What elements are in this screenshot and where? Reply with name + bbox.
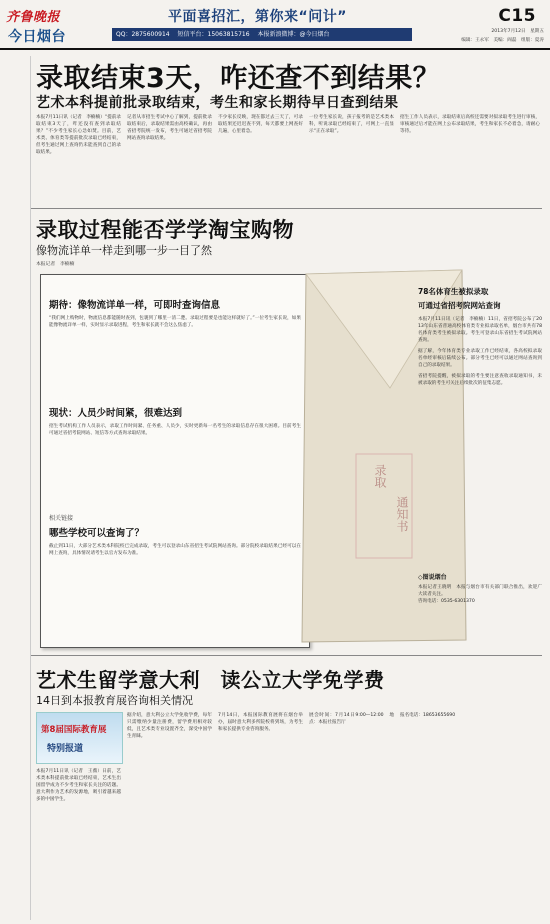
editor-credits: 编辑：王永军 美编：阎磊 组版：夏涛 xyxy=(461,38,544,43)
article1-para: 本报7月11日讯（记者 李楠楠）“提前录取结束3天了，咋还没有查到录取结果？”不少考生家长心急如焚。目前，艺术类、体育类等提前批次录取已经结束，但考生通过网上查询仍未能查到自己的录取结果。 xyxy=(36,115,121,155)
qq-number: QQ：2875600914 xyxy=(116,31,170,38)
weibo-handle: 本报新浪微博：@今日烟台 xyxy=(257,31,330,38)
sms-number: 短信平台：15063815716 xyxy=(177,31,250,38)
section-divider xyxy=(30,208,542,209)
article1-para: 一位考生家长说，孩子报考的是艺术类本科，听说录取已经结束了，可网上一直显示“正在录取”。 xyxy=(309,115,394,134)
left-margin-rule xyxy=(30,56,31,920)
article3-col1 xyxy=(36,768,121,803)
article3-para: 本报7月11日讯（记者 王薇）日前，艺术类本科提前批录取已经结束，艺术生出国留学成为不少考生和家长关注的话题。意大利作为艺术的发源地，吸引着越来越多的中国学生。 xyxy=(36,769,121,802)
envelope-text-1: 录取 xyxy=(373,464,387,488)
article1-para: 记者从市招生考试中心了解到，提前批录取结束后，录取结果需由高校确认，再由省招考院统一发布，考生可通过省招考院网站查询录取结果。 xyxy=(127,115,212,141)
article1-col5 xyxy=(400,114,540,135)
ad-para: 本报记者王晓明 本报与烟台市有关部门联合推出，欢迎广大读者关注。 xyxy=(418,585,542,597)
envelope-text-2: 通知书 xyxy=(395,496,409,532)
article2-headline: 录取过程能否学学淘宝购物 xyxy=(36,218,294,242)
article3-para: 据介绍，意大利公立大学免收学费，每年只需缴纳少量注册费，留学费用相对较低，且艺术类专业设置齐全，深受中国学生青睐。 xyxy=(127,713,212,739)
sidebar-body xyxy=(418,316,542,387)
sub2-para: 招生考试机构工作人员表示，录取工作时间紧、任务重、人员少，实时更新每一名考生的录取信息存在很大困难。目前考生可通过省招考院网站、短信等方式查询录取结果。 xyxy=(49,424,301,436)
sub3-para: 截止到11日，大部分艺术类本科院校已完成录取，考生可以登录山东省招生考试院网站查询。部分院校录取结果已经可以在网上查询，具体情况请考生以官方发布为准。 xyxy=(49,544,301,556)
edu-fair-promo xyxy=(36,712,123,764)
article3-headline: 艺术生留学意大利 读公立大学免学费 xyxy=(36,668,385,692)
banner-slogan: 平面喜招汇，第你来“问计” xyxy=(168,9,347,25)
article1-para: 不少家长反映，现在都过去三天了，可录取结果还迟迟查不到，每天都要上网查好几遍，心里着急。 xyxy=(218,115,303,134)
sub1-para: “我们网上购物时，物流信息都能随时查到，包裹到了哪里一清二楚。录取过程要是也能这样就好了。”一位考生家长说，如果能像物流详单一样，实时显示录取进程，考生和家长就不会这么焦虑了。 xyxy=(49,316,301,328)
article1-col4 xyxy=(309,114,394,135)
article1-col3 xyxy=(218,114,303,135)
sub2-heading: 现状：人员少时间紧，很难达到 xyxy=(49,408,183,419)
article3-col3 xyxy=(218,712,303,733)
masthead-rule xyxy=(0,48,550,50)
paper-name: 齐鲁晚报 xyxy=(6,10,61,25)
sub3-body xyxy=(49,543,301,557)
related-link-label: 相关链接 xyxy=(49,515,74,522)
article1-subheadline: 艺术本科提前批录取结束，考生和家长期待早日查到结果 xyxy=(36,95,399,111)
masthead xyxy=(0,0,550,50)
article3-subheadline: 14日到本报教育展咨询相关情况 xyxy=(36,694,193,707)
sidebar-para: 据了解，今年体育类专业录取工作已经结束，各高校拟录取名单经审核后陆续公布。部分考生已经可以通过网站查询到自己的录取结果。 xyxy=(418,349,542,368)
article3-col5 xyxy=(400,712,540,719)
sidebar-subtitle: 可通过省招考院网站查询 xyxy=(418,301,501,310)
article1-para: 招生工作人员表示，录取结束后高校还需要对拟录取考生进行审核，审核通过后才能在网上公布录取结果，考生和家长不必着急，请耐心等待。 xyxy=(400,115,540,134)
issue-date: 2013年7月12日 星期五 xyxy=(491,29,544,34)
article3-col4 xyxy=(309,712,394,726)
article1-col2 xyxy=(127,114,212,142)
sub1-body xyxy=(49,315,301,329)
article2-subheadline: 像物流详单一样走到哪一步一目了然 xyxy=(36,244,212,257)
article1-col1 xyxy=(36,114,121,156)
sidebar-para: 本报7月11日讯（记者 李楠楠）11日，省招考院公布了2013年山东省普通高校体育类专业拟录取名单，烟台市共有78名体育类考生被拟录取。考生可登录山东省招生考试院网站查询。 xyxy=(418,317,542,343)
section-divider xyxy=(30,655,542,656)
sidebar-para: 省招考院提醒，被拟录取的考生要注意查收录取通知书，未被录取的考生可关注后续批次的征集志愿。 xyxy=(418,374,542,386)
promo-subtitle: 特别报道 xyxy=(47,744,84,754)
edition-name: 今日烟台 xyxy=(8,29,66,45)
sub1-heading: 期待：像物流详单一样，可即时查询信息 xyxy=(49,300,221,311)
ad-body xyxy=(418,584,542,605)
sub2-body xyxy=(49,423,301,437)
page-number: C15 xyxy=(498,6,536,26)
article3-para: 展会时间：7月14日9:00—12:00 地点：本报社报告厅 xyxy=(309,713,394,725)
article3-col2 xyxy=(127,712,212,740)
contact-bar xyxy=(112,28,412,41)
article3-para: 7月14日，本报国际教育展将在烟台举办，届时意大利多所院校将到场，为考生和家长提供专业咨询服务。 xyxy=(218,713,303,732)
article2-byline: 本报记者 李楠楠 xyxy=(36,262,75,267)
article1-headline: 录取结束3天，咋还查不到结果？ xyxy=(36,63,441,94)
ad-heading: ◇图说烟台 xyxy=(418,574,447,581)
ad-contact: 咨询电话：0535-6301370 xyxy=(418,599,475,604)
header-banner xyxy=(112,4,412,42)
sidebar-title: 78名体育生被拟录取 xyxy=(418,287,489,296)
article3-para: 报名电话：18653655690 xyxy=(400,713,456,718)
sub3-heading: 哪些学校可以查询了？ xyxy=(49,528,145,539)
paper-graphic xyxy=(40,274,310,648)
promo-title: 第8届国际教育展 xyxy=(41,725,107,735)
